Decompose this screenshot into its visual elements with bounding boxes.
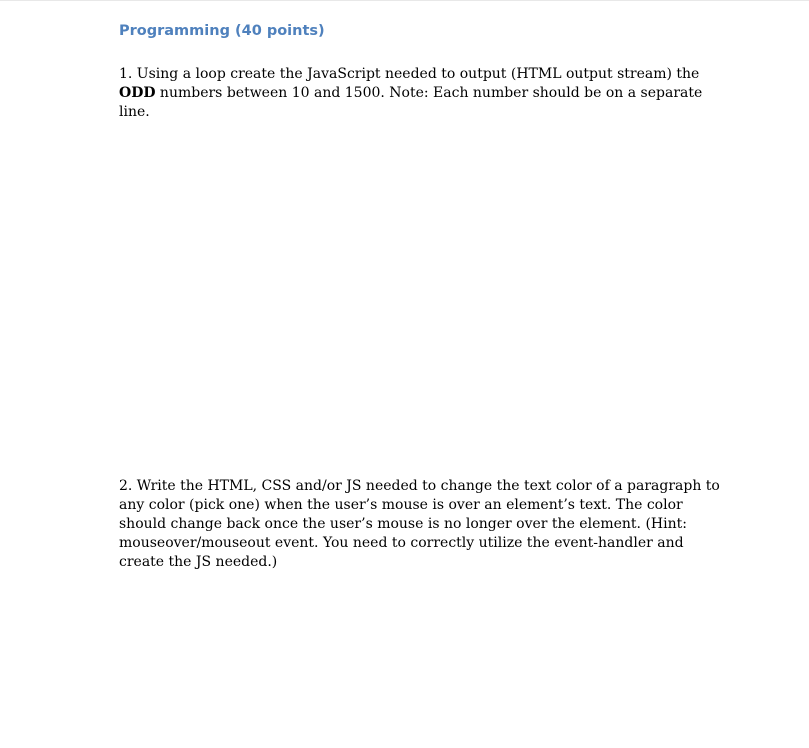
question-2-line-4: mouseover/mouseout event. You need to correctly utilize the event-handler and — [119, 535, 684, 551]
odd-emphasis: ODD — [119, 85, 156, 101]
question-1 — [119, 65, 703, 122]
question-1-line-2 — [119, 84, 703, 103]
question-2-line-2: any color (pick one) when the user’s mouse is over an element’s text. The color — [119, 497, 683, 513]
question-1-line-2-rest: numbers between 10 and 1500. Note: Each number should be on a separate — [155, 85, 703, 101]
question-1-line-1: 1. Using a loop create the JavaScript needed to output (HTML output stream) the — [119, 66, 700, 82]
question-1-line-3: line. — [119, 104, 150, 120]
question-2-line-1: 2. Write the HTML, CSS and/or JS needed to change the text color of a paragraph to — [119, 478, 720, 494]
section-heading: Programming (40 points) — [119, 23, 325, 39]
question-2-line-5: create the JS needed.) — [119, 554, 278, 570]
question-2-line-3: should change back once the user’s mouse is no longer over the element. (Hint: — [119, 516, 687, 532]
question-2 — [119, 477, 720, 572]
